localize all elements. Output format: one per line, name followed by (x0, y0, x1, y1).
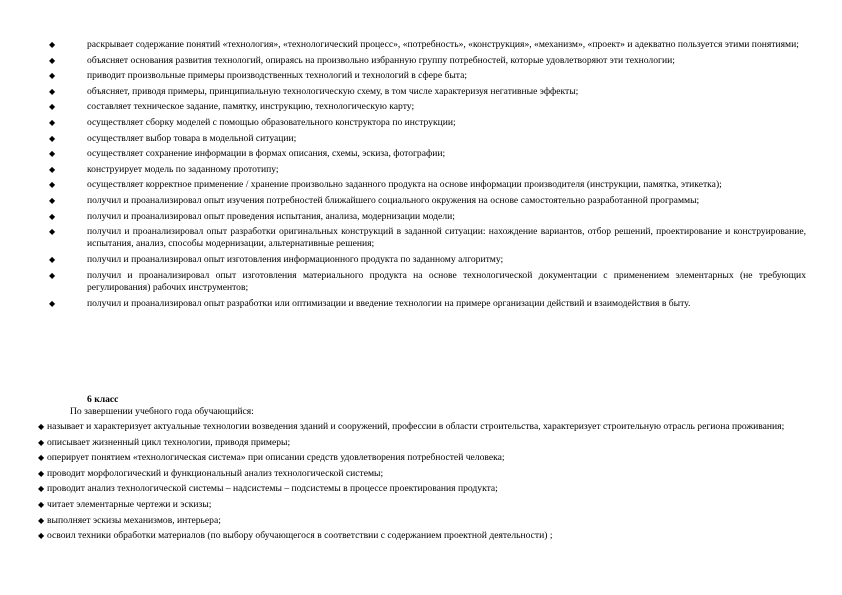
list-item (38, 179, 806, 191)
list-item (38, 421, 806, 433)
bullet-icon: ◆ (49, 195, 56, 205)
bullet-icon: ◆ (49, 71, 56, 81)
list-item-text: описывает жизненный цикл технологии, приводя примеры; (47, 436, 291, 448)
bullet-icon: ◆ (38, 499, 45, 509)
list-item (38, 254, 806, 266)
list-item-text: осуществляет выбор товара в модельной ситуации; (87, 132, 297, 144)
bullet-icon: ◆ (38, 515, 45, 525)
bullet-icon: ◆ (49, 117, 56, 127)
list-item-text: выполняет эскизы механизмов, интерьера; (47, 514, 221, 526)
list-item (38, 164, 806, 176)
list-item-text: получил и проанализировал опыт изучения потребностей ближайшего социального окружения на основе самостоятельно разработанной программы; (87, 194, 700, 206)
bullet-icon: ◆ (49, 255, 56, 265)
list-item-text: составляет техническое задание, памятку, инструкцию, технологическую карту; (87, 101, 415, 113)
list-item-text: осуществляет сохранение информации в формах описания, схемы, эскиза, фотографии; (87, 148, 446, 160)
bullet-icon: ◆ (49, 270, 56, 280)
grade-heading: 6 класс (87, 394, 119, 405)
list-item-text: конструирует модель по заданному прототипу; (87, 163, 279, 175)
list-item (38, 437, 806, 449)
bullet-icon: ◆ (49, 86, 56, 96)
bullet-icon: ◆ (49, 180, 56, 190)
list-item-text: освоил техники обработки материалов (по выбору обучающегося в соответствии с содержанием проектной деятельности) ; (47, 530, 553, 542)
bullet-icon: ◆ (49, 133, 56, 143)
list-item (38, 270, 806, 295)
list-item-text: называет и характеризует актуальные технологии возведения зданий и сооружений, профессии в области строительства, характеризует строительную отрасль региона проживания; (47, 421, 785, 432)
outcomes-list-a (38, 39, 806, 313)
bullet-icon: ◆ (49, 298, 56, 308)
list-item (38, 483, 806, 495)
bullet-icon: ◆ (38, 453, 45, 463)
list-item-text: проводит морфологический и функциональный анализ технологической системы; (47, 467, 384, 479)
list-item-text: получил и проанализировал опыт разработки или оптимизации и введение технологии на примере организации действий и взаимодействия в быту. (87, 297, 691, 309)
bullet-icon: ◆ (38, 422, 45, 431)
list-item-text: получил и проанализировал опыт изготовления материального продукта на основе технологической документации с применением элементарных (не требующих регулирования) рабочих инструментов; (87, 269, 806, 293)
bullet-icon: ◆ (38, 484, 45, 494)
bullet-icon: ◆ (49, 164, 56, 174)
bullet-icon: ◆ (49, 102, 56, 112)
list-item-text: оперирует понятием «технологическая система» при описании средств удовлетворения потребностей человека; (47, 452, 505, 464)
list-item (38, 101, 806, 113)
list-item (38, 195, 806, 207)
list-item (38, 86, 806, 98)
list-item-text: осуществляет корректное применение / хранение произвольно заданного продукта на основе информации производителя (инструкции, памятка, этикетка); (87, 179, 722, 191)
list-item (38, 70, 806, 82)
outcomes-list-b (38, 421, 806, 546)
list-item-text: читает элементарные чертежи и эскизы; (47, 498, 212, 510)
list-item (38, 117, 806, 129)
list-item-text: получил и проанализировал опыт проведения испытания, анализа, модернизации модели; (87, 210, 455, 222)
list-item (38, 515, 806, 527)
list-item-text: раскрывает содержание понятий «технология», «технологический процесс», «потребность», «конструкция», «механизм», «проект» и адекватно пользуется этими понятиями; (87, 39, 799, 50)
bullet-icon: ◆ (38, 531, 45, 541)
list-item (38, 499, 806, 511)
list-item-text: получил и проанализировал опыт изготовления информационного продукта по заданному алгоритму; (87, 254, 504, 266)
grade-intro: По завершении учебного года обучающийся: (70, 406, 254, 417)
list-item-text: объясняет, приводя примеры, принципиальную технологическую схему, в том числе характеризуя негативные эффекты; (87, 85, 579, 97)
bullet-icon: ◆ (49, 149, 56, 159)
bullet-icon: ◆ (49, 227, 56, 237)
list-item (38, 55, 806, 67)
bullet-icon: ◆ (38, 437, 45, 447)
bullet-icon: ◆ (49, 40, 56, 49)
bullet-icon: ◆ (49, 211, 56, 221)
bullet-icon: ◆ (38, 468, 45, 478)
bullet-icon: ◆ (49, 55, 56, 65)
list-item (38, 148, 806, 160)
list-item-text: осуществляет сборку моделей с помощью образовательного конструктора по инструкции; (87, 116, 456, 128)
list-item (38, 452, 806, 464)
list-item (38, 211, 806, 223)
list-item-text: получил и проанализировал опыт разработки оригинальных конструкций в заданной ситуации: нахождение вариантов, отбор решений, проектирование и конструирование, испытания, анализ, способы модернизации, альтернативные решения; (87, 226, 806, 250)
list-item (38, 133, 806, 145)
list-item (38, 530, 806, 542)
list-item-text: проводит анализ технологической системы – надсистемы – подсистемы в процессе проектирования продукта; (47, 483, 498, 495)
list-item-text: объясняет основания развития технологий, опираясь на произвольно избранную группу потребностей, которые удовлетворяют эти технологии; (87, 54, 675, 66)
list-item (38, 226, 806, 251)
list-item (38, 298, 806, 310)
list-item-text: приводит произвольные примеры производственных технологий и технологий в сфере быта; (87, 70, 468, 82)
list-item (38, 468, 806, 480)
list-item (38, 39, 806, 51)
